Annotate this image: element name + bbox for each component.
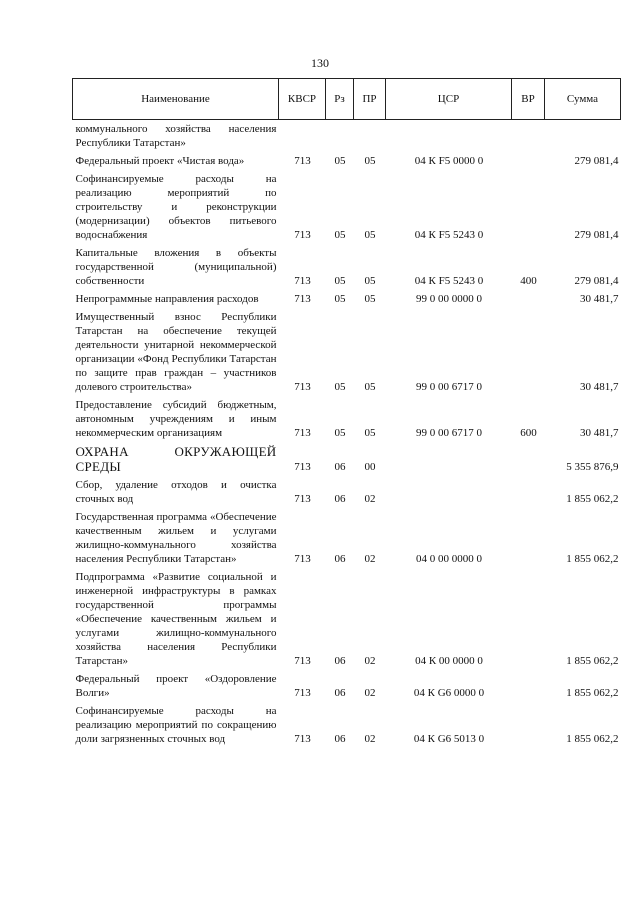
header-vr: ВР <box>512 79 545 120</box>
cell-sum: 279 081,4 <box>574 155 619 167</box>
table-header <box>73 79 621 120</box>
header-pr: ПР <box>354 79 386 120</box>
table-row <box>73 290 621 308</box>
cell-name: коммунального хозяйства населения Республики Татарстан» <box>75 123 277 149</box>
cell-name: Сбор, удаление отходов и очистка сточных вод <box>75 479 277 505</box>
cell-pr: 05 <box>364 381 376 393</box>
cell-rz: 06 <box>334 687 346 699</box>
cell-rz: 06 <box>334 493 346 505</box>
cell-name: Федеральный проект «Чистая вода» <box>75 155 245 167</box>
cell-rz: 05 <box>334 229 346 241</box>
table-row <box>73 508 621 568</box>
page-number: 130 <box>311 56 329 70</box>
cell-csr: 04 0 00 0000 0 <box>416 553 482 565</box>
cell-kvsr: 713 <box>294 493 311 505</box>
table-row <box>73 670 621 702</box>
cell-pr: 02 <box>364 553 376 565</box>
cell-sum: 5 355 876,9 <box>566 461 619 473</box>
cell-csr <box>386 442 512 476</box>
cell-rz: 06 <box>334 553 346 565</box>
cell-rz: 06 <box>334 733 346 745</box>
cell-rz: 05 <box>334 155 346 167</box>
cell-rz: 05 <box>334 381 346 393</box>
cell-vr <box>512 442 545 476</box>
cell-name: Подпрограмма «Развитие социальной и инженерной инфраструктуры в рамках государственной программы «Обеспечение качественным жильем и услугами жилищно-коммунального хозяйства населения Республики Татарстан» <box>75 571 277 667</box>
cell-csr <box>386 120 512 153</box>
cell-csr: 99 0 00 6717 0 <box>416 381 482 393</box>
cell-rz: 06 <box>334 461 346 473</box>
cell-csr: 04 К F5 0000 0 <box>414 155 484 167</box>
cell-pr: 05 <box>364 229 376 241</box>
table-row <box>73 244 621 290</box>
header-name: Наименование <box>73 79 279 120</box>
cell-csr: 04 К G6 5013 0 <box>413 733 485 745</box>
cell-rz: 05 <box>334 427 346 439</box>
cell-name: Софинансируемые расходы на реализацию мероприятий по сокращению доли загрязненных сточных вод <box>75 705 277 745</box>
cell-sum: 30 481,7 <box>580 427 619 439</box>
cell-csr: 04 К F5 5243 0 <box>414 229 484 241</box>
cell-vr <box>512 152 545 170</box>
cell-pr: 02 <box>364 493 376 505</box>
cell-kvsr: 713 <box>294 275 311 287</box>
cell-csr <box>386 476 512 508</box>
cell-vr <box>512 670 545 702</box>
cell-name: Непрограммные направления расходов <box>75 293 259 305</box>
cell-pr: 02 <box>364 687 376 699</box>
cell-kvsr: 713 <box>294 461 311 473</box>
table-row <box>73 442 621 476</box>
table-body <box>73 120 621 749</box>
cell-name: Федеральный проект «Оздоровление Волги» <box>75 673 277 699</box>
cell-csr: 99 0 00 6717 0 <box>416 427 482 439</box>
cell-sum: 1 855 062,2 <box>566 655 619 667</box>
cell-sum: 30 481,7 <box>580 381 619 393</box>
header-sum: Сумма <box>545 79 621 120</box>
table-row <box>73 702 621 748</box>
cell-csr: 99 0 00 0000 0 <box>416 293 482 305</box>
cell-kvsr: 713 <box>294 733 311 745</box>
table-row <box>73 476 621 508</box>
cell-vr: 400 <box>520 275 537 287</box>
cell-pr: 05 <box>364 427 376 439</box>
table-row <box>73 568 621 670</box>
cell-csr: 04 К G6 0000 0 <box>413 687 485 699</box>
header-csr: ЦСР <box>386 79 512 120</box>
table-row <box>73 152 621 170</box>
cell-rz: 06 <box>334 655 346 667</box>
cell-pr: 05 <box>364 293 376 305</box>
table-row <box>73 170 621 244</box>
cell-name: Предоставление субсидий бюджетным, автономным учреждениям и иным некоммерческим организациям <box>75 399 277 439</box>
cell-sum <box>545 120 621 153</box>
cell-name: Капитальные вложения в объекты государственной (муниципальной) собственности <box>75 247 277 287</box>
cell-kvsr: 713 <box>294 655 311 667</box>
cell-pr: 02 <box>364 655 376 667</box>
cell-rz: 05 <box>334 293 346 305</box>
cell-csr: 04 К 00 0000 0 <box>415 655 483 667</box>
cell-name: Имущественный взнос Республики Татарстан на обеспечение текущей деятельности унитарной некоммерческой организации «Фонд Республики Татарстан по защите прав граждан – участников долевого строительства» <box>75 311 277 393</box>
cell-sum: 279 081,4 <box>574 229 619 241</box>
cell-vr <box>512 170 545 244</box>
cell-vr: 600 <box>520 427 537 439</box>
cell-rz: 05 <box>334 275 346 287</box>
table-row <box>73 308 621 396</box>
table-row <box>73 396 621 442</box>
cell-sum: 1 855 062,2 <box>566 553 619 565</box>
cell-rz <box>326 120 354 153</box>
cell-name: ОХРАНА ОКРУЖАЮЩЕЙ СРЕДЫ <box>75 444 277 474</box>
table-row <box>73 120 621 153</box>
cell-kvsr: 713 <box>294 229 311 241</box>
cell-sum: 279 081,4 <box>574 275 619 287</box>
cell-kvsr: 713 <box>294 293 311 305</box>
cell-csr: 04 К F5 5243 0 <box>414 275 484 287</box>
cell-kvsr: 713 <box>294 687 311 699</box>
cell-kvsr: 713 <box>294 427 311 439</box>
cell-name: Софинансируемые расходы на реализацию мероприятий по строительству и реконструкции (модернизации) объектов питьевого водоснабжения <box>75 173 277 241</box>
cell-vr <box>512 476 545 508</box>
cell-pr: 05 <box>364 155 376 167</box>
cell-vr <box>512 508 545 568</box>
cell-vr <box>512 290 545 308</box>
cell-kvsr: 713 <box>294 381 311 393</box>
cell-pr: 00 <box>364 461 376 473</box>
cell-vr <box>512 568 545 670</box>
cell-pr: 05 <box>364 275 376 287</box>
cell-vr <box>512 120 545 153</box>
header-kvsr: КВСР <box>279 79 326 120</box>
cell-sum: 1 855 062,2 <box>566 493 619 505</box>
cell-sum: 1 855 062,2 <box>566 687 619 699</box>
cell-name: Государственная программа «Обеспечение качественным жильем и услугами жилищно-коммунального хозяйства населения Республики Татарстан» <box>75 511 277 565</box>
cell-vr <box>512 308 545 396</box>
cell-pr <box>354 120 386 153</box>
cell-kvsr: 713 <box>294 155 311 167</box>
header-rz: Рз <box>326 79 354 120</box>
budget-table <box>72 78 621 748</box>
cell-kvsr: 713 <box>294 553 311 565</box>
cell-pr: 02 <box>364 733 376 745</box>
cell-sum: 1 855 062,2 <box>566 733 619 745</box>
cell-vr <box>512 702 545 748</box>
cell-kvsr <box>279 120 326 153</box>
cell-sum: 30 481,7 <box>580 293 619 305</box>
